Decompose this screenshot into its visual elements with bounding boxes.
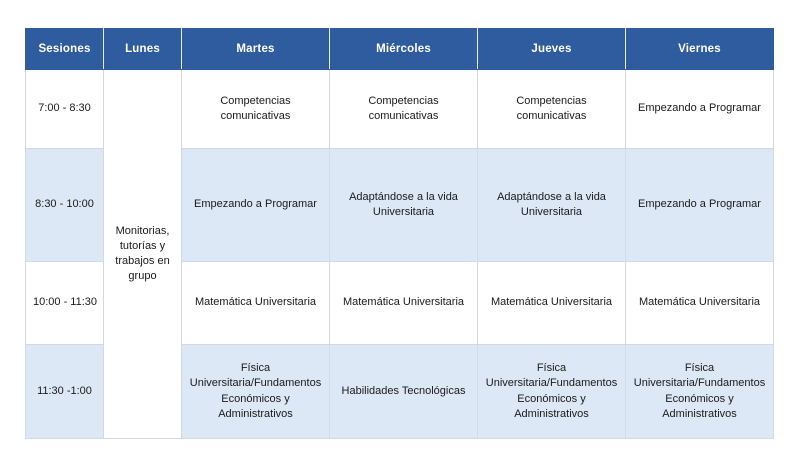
class-cell-jueves: Matemática Universitaria bbox=[478, 262, 626, 345]
class-cell-viernes: Empezando a Programar bbox=[626, 149, 774, 262]
column-header-lunes: Lunes bbox=[104, 29, 182, 70]
class-cell-jueves: Física Universitaria/Fundamentos Económicos y Administrativos bbox=[478, 345, 626, 439]
class-cell-miercoles: Competencias comunicativas bbox=[330, 70, 478, 149]
class-cell-miercoles: Habilidades Tecnológicas bbox=[330, 345, 478, 439]
class-cell-viernes: Empezando a Programar bbox=[626, 70, 774, 149]
table-body bbox=[26, 70, 774, 439]
table-header bbox=[26, 29, 774, 70]
class-cell-viernes: Física Universitaria/Fundamentos Económicos y Administrativos bbox=[626, 345, 774, 439]
class-cell-jueves: Adaptándose a la vida Universitaria bbox=[478, 149, 626, 262]
class-cell-martes: Empezando a Programar bbox=[182, 149, 330, 262]
class-cell-martes: Física Universitaria/Fundamentos Económicos y Administrativos bbox=[182, 345, 330, 439]
session-time-cell: 7:00 - 8:30 bbox=[26, 70, 104, 149]
class-cell-martes: Competencias comunicativas bbox=[182, 70, 330, 149]
column-header-sesiones: Sesiones bbox=[26, 29, 104, 70]
session-time-cell: 10:00 - 11:30 bbox=[26, 262, 104, 345]
lunes-merged-cell: Monitorias, tutorías y trabajos en grupo bbox=[104, 70, 182, 439]
table-row bbox=[26, 70, 774, 149]
class-cell-miercoles: Adaptándose a la vida Universitaria bbox=[330, 149, 478, 262]
schedule-table-container bbox=[25, 28, 773, 439]
class-cell-miercoles: Matemática Universitaria bbox=[330, 262, 478, 345]
column-header-viernes: Viernes bbox=[626, 29, 774, 70]
class-cell-martes: Matemática Universitaria bbox=[182, 262, 330, 345]
session-time-cell: 11:30 -1:00 bbox=[26, 345, 104, 439]
class-cell-jueves: Competencias comunicativas bbox=[478, 70, 626, 149]
column-header-martes: Martes bbox=[182, 29, 330, 70]
header-row bbox=[26, 29, 774, 70]
column-header-miercoles: Miércoles bbox=[330, 29, 478, 70]
weekly-schedule-table bbox=[25, 28, 774, 439]
class-cell-viernes: Matemática Universitaria bbox=[626, 262, 774, 345]
column-header-jueves: Jueves bbox=[478, 29, 626, 70]
session-time-cell: 8:30 - 10:00 bbox=[26, 149, 104, 262]
